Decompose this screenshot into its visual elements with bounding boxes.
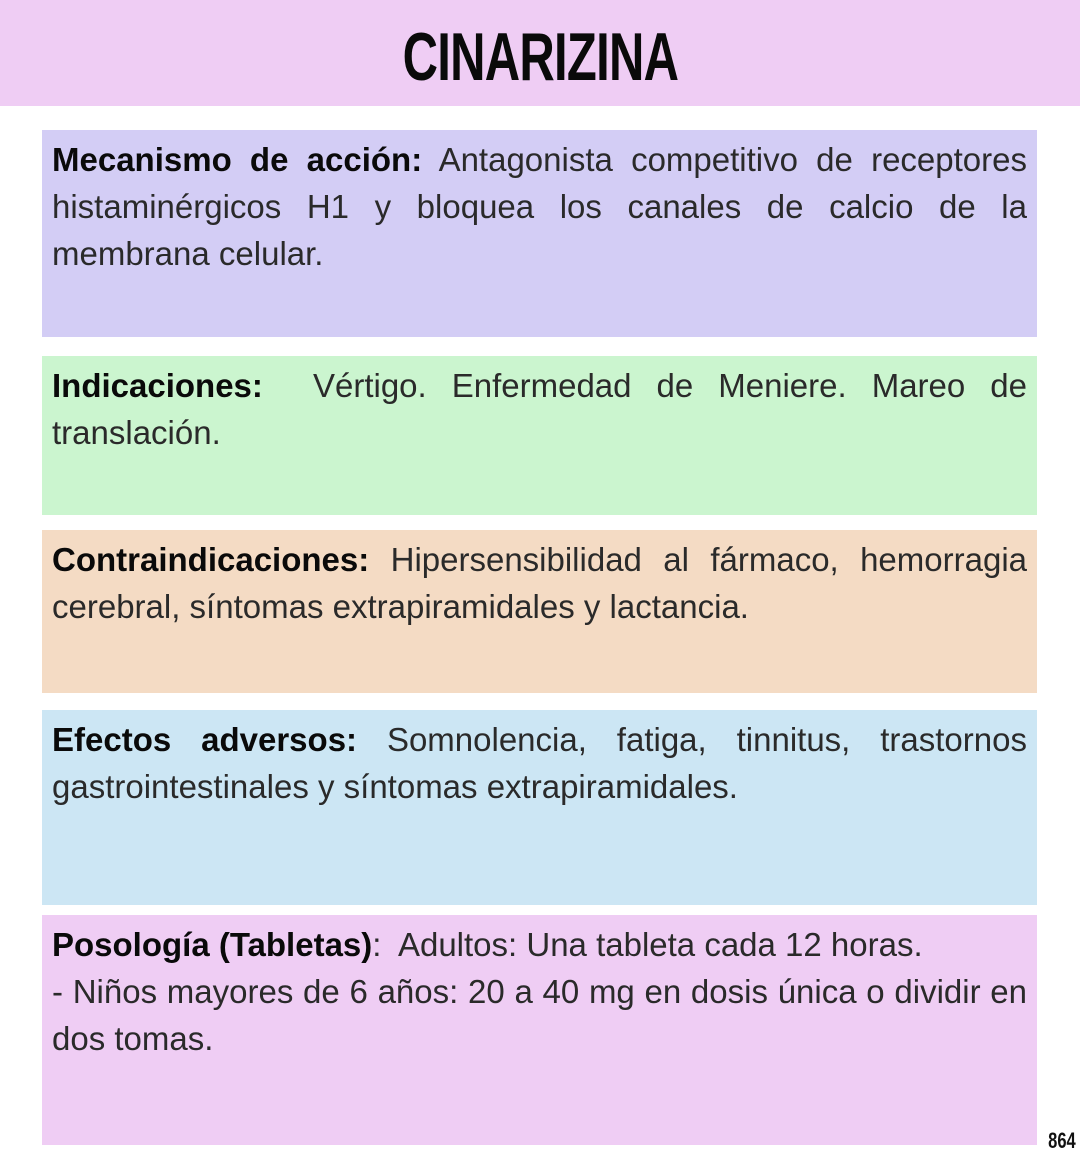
section-text: Hipersensibilidad al fármaco, hemorragia cerebral, síntomas extrapiramidales y lactancia. xyxy=(52,541,1027,625)
section-label: Efectos adversos: xyxy=(52,721,358,758)
section-adverse-effects xyxy=(42,710,1037,905)
section-text: : Adultos: Una tableta cada 12 horas. xyxy=(372,926,923,963)
section-label: Indicaciones: xyxy=(52,367,263,404)
title-banner xyxy=(0,0,1080,106)
section-text: Somnolencia, fatiga, tinnitus, trastornos gastrointestinales y síntomas extrapiramidales. xyxy=(52,721,1027,805)
section-contraindications xyxy=(42,530,1037,693)
section-label: Posología (Tabletas) xyxy=(52,926,373,963)
section-text-line2: - Niños mayores de 6 años: 20 a 40 mg en dosis única o dividir en dos tomas. xyxy=(52,973,1027,1057)
page-number: 864 xyxy=(1048,1128,1076,1153)
section-text: Vértigo. Enfermedad de Meniere. Mareo de translación. xyxy=(52,367,1037,451)
section-label: Contraindicaciones: xyxy=(52,541,370,578)
section-mechanism xyxy=(42,130,1037,337)
page-title: CINARIZINA xyxy=(402,19,678,95)
section-label: Mecanismo de acción: xyxy=(52,141,423,178)
section-indications xyxy=(42,356,1037,515)
section-text: Antagonista competitivo de receptores histaminérgicos H1 y bloquea los canales de calcio de la membrana celular. xyxy=(52,141,1028,272)
section-dosage xyxy=(42,915,1037,1145)
